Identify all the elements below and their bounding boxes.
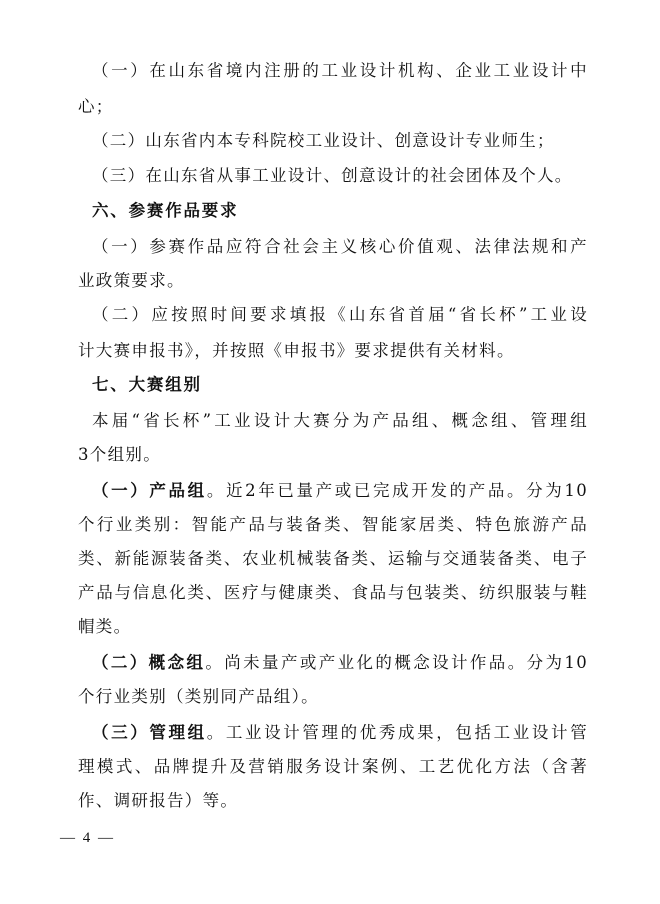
- text-line: （一）产品组。近2年已量产或已完成开发的产品。分为10: [92, 481, 588, 500]
- text-line: 心；: [78, 97, 114, 116]
- text-line: 业政策要求。: [78, 271, 185, 290]
- text-line: （三）在山东省从事工业设计、创意设计的社会团体及个人。: [92, 166, 573, 185]
- section-heading: 七、大赛组别: [92, 375, 202, 394]
- text-line: 理模式、品牌提升及营销服务设计案例、工艺优化方法（含著: [78, 757, 588, 776]
- text-line: （三）管理组。工业设计管理的优秀成果，包括工业设计管: [92, 723, 588, 742]
- text-line: （一）在山东省境内注册的工业设计机构、企业工业设计中: [92, 61, 588, 80]
- text-line: （二）概念组。尚未量产或产业化的概念设计作品。分为10: [92, 653, 588, 672]
- text-line: 帽类。: [78, 617, 132, 636]
- text-line: 个行业类别（类别同产品组）。: [78, 687, 319, 706]
- section-heading: 六、参赛作品要求: [92, 201, 239, 220]
- text-line: 产品与信息化类、医疗与健康类、食品与包装类、纺织服装与鞋: [78, 583, 588, 602]
- text-line: （二）应按照时间要求填报《山东省首届“省长杯”工业设: [92, 305, 588, 324]
- bold-label: （二）概念组: [92, 653, 206, 672]
- text-line: 本届“省长杯”工业设计大赛分为产品组、概念组、管理组: [92, 411, 588, 430]
- text-line: 类、新能源装备类、农业机械装备类、运输与交通装备类、电子: [78, 549, 588, 568]
- text-line: （二）山东省内本专科院校工业设计、创意设计专业师生；: [92, 131, 555, 150]
- text-line: 作、调研报告）等。: [78, 791, 239, 810]
- bold-label: （一）产品组: [92, 481, 207, 500]
- text-line: 个行业类别：智能产品与装备类、智能家居类、特色旅游产品: [78, 515, 588, 534]
- page-number: — 4 —: [60, 830, 115, 846]
- text-line: 3个组别。: [78, 445, 161, 464]
- text-line: 计大赛申报书》，并按照《申报书》要求提供有关材料。: [78, 341, 515, 360]
- bold-label: （三）管理组: [92, 723, 207, 742]
- text-line: （一）参赛作品应符合社会主义核心价值观、法律法规和产: [92, 237, 588, 256]
